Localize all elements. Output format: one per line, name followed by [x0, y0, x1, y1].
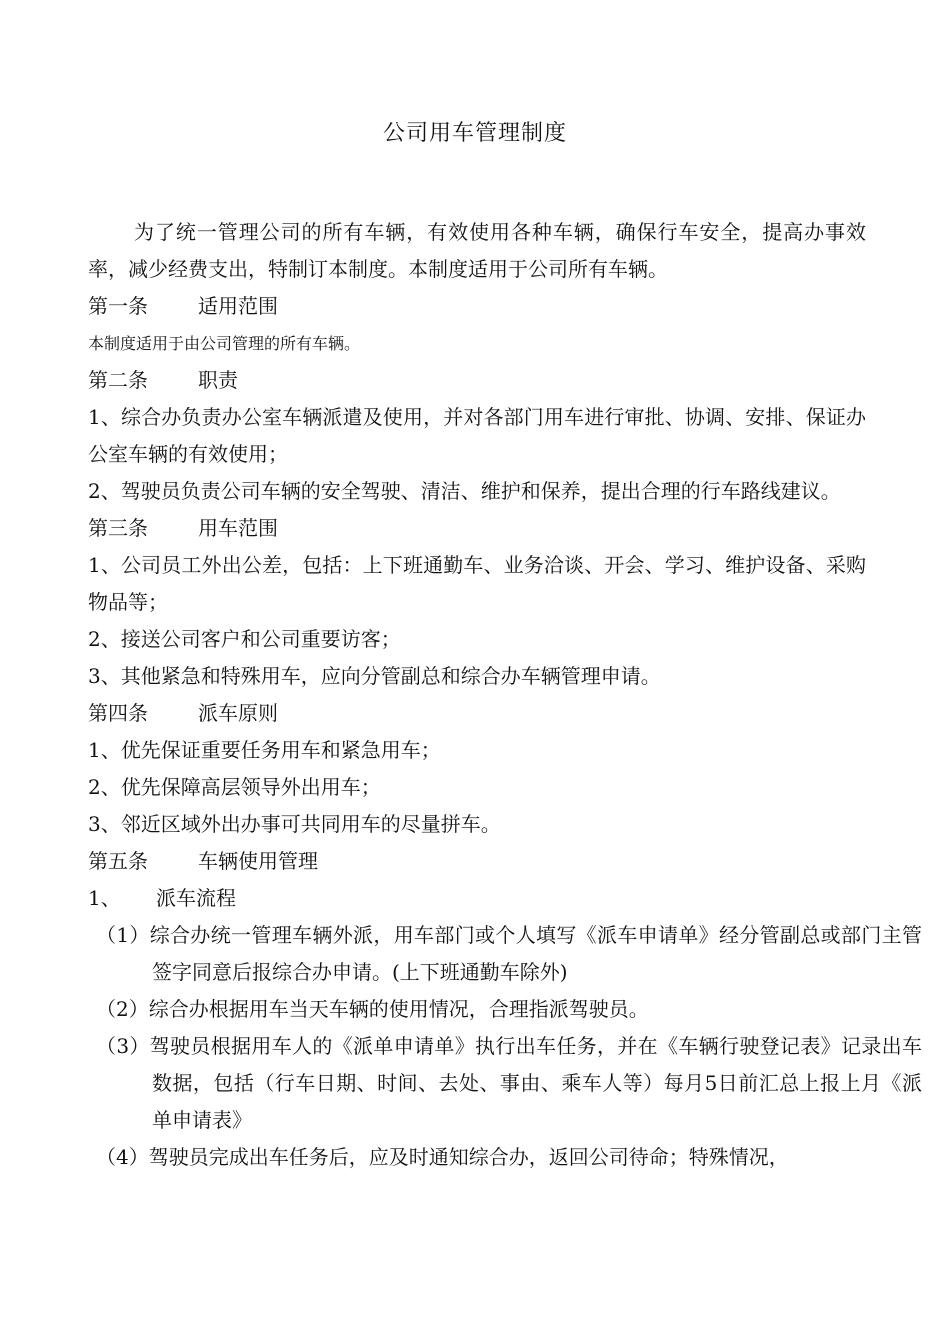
article-number: 第四条	[88, 701, 148, 725]
article-number: 第一条	[88, 294, 148, 318]
list-item: 3、邻近区域外出办事可共同用车的尽量拼车。	[88, 812, 501, 836]
article-title: 适用范围	[198, 294, 278, 318]
list-item: （1）综合办统一管理车辆外派，用车部门或个人填写《派车申请单》经分管副总或部门主管签字同意后报综合办申请。(上下班通勤车除外)	[96, 923, 922, 984]
list-item: 2、接送公司客户和公司重要访客；	[88, 627, 401, 651]
list-item: 1、优先保证重要任务用车和紧急用车；	[88, 738, 441, 762]
sub-title: 派车流程	[156, 886, 236, 910]
article-title: 车辆使用管理	[198, 849, 318, 873]
article-title: 职责	[198, 368, 238, 392]
article-4-heading	[88, 695, 866, 732]
sub-number: 1、	[88, 886, 121, 910]
document-body	[88, 214, 922, 1176]
article-2-heading	[88, 362, 866, 399]
list-item: 1、综合办负责办公室车辆派遣及使用，并对各部门用车进行审批、协调、安排、保证办公室车辆的有效使用；	[88, 405, 866, 466]
sub-heading	[88, 880, 866, 917]
list-item: 3、其他紧急和特殊用车，应向分管副总和综合办车辆管理申请。	[88, 664, 661, 688]
intro-paragraph: 为了统一管理公司的所有车辆，有效使用各种车辆，确保行车安全，提高办事效率，减少经费支出，特制订本制度。本制度适用于公司所有车辆。	[88, 220, 866, 281]
list-item: （2）综合办根据用车当天车辆的使用情况，合理指派驾驶员。	[96, 997, 649, 1021]
article-1-heading	[88, 288, 866, 325]
article-number: 第五条	[88, 849, 148, 873]
list-item: 2、驾驶员负责公司车辆的安全驾驶、清洁、维护和保养，提出合理的行车路线建议。	[88, 479, 841, 503]
document-title: 公司用车管理制度	[382, 121, 567, 146]
list-item: （3）驾驶员根据用车人的《派单申请单》执行出车任务，并在《车辆行驶登记表》记录出车数据，包括（行车日期、时间、去处、事由、乘车人等）每月5日前汇总上报上月《派单申请表》	[96, 1034, 922, 1132]
article-3-heading	[88, 510, 866, 547]
list-item: （4）驾驶员完成出车任务后，应及时通知综合办，返回公司待命；特殊情况，	[96, 1145, 789, 1169]
article-title: 用车范围	[198, 516, 278, 540]
list-item: 2、优先保障高层领导外出用车；	[88, 775, 381, 799]
article-number: 第三条	[88, 516, 148, 540]
article-title: 派车原则	[198, 701, 278, 725]
article-1-text: 本制度适用于由公司管理的所有车辆。	[88, 334, 361, 353]
article-number: 第二条	[88, 368, 148, 392]
list-item: 1、公司员工外出公差，包括：上下班通勤车、业务洽谈、开会、学习、维护设备、采购物品等；	[88, 553, 866, 614]
article-5-heading	[88, 843, 866, 880]
